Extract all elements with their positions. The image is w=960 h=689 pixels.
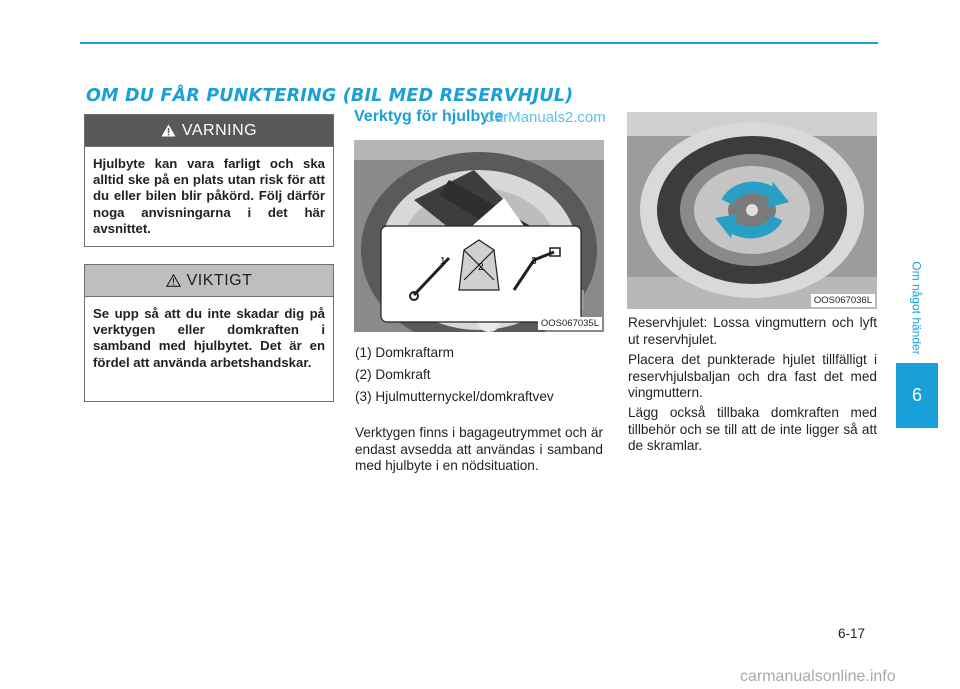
warning-triangle-icon [161,124,176,137]
tools-figure-code: OOS067035L [538,317,602,330]
tools-item-3: (3) Hjulmutternyckel/domkraftvev [355,389,554,404]
spare-figure [627,112,877,309]
top-rule [80,42,878,44]
tools-heading: Verktyg för hjulbyte [354,108,504,125]
trunk-tools-illustration [354,140,604,332]
notice-label: VIKTIGT [186,271,253,289]
spare-paragraph-3: Lägg också tillbaka domkraften med tillbehör och se till att de inte ligger så att de skramlar. [628,405,877,454]
notice-header [85,265,333,297]
watermark: CarManuals2.com [484,109,606,126]
callout-2: 2 [478,262,484,273]
tools-item-2: (2) Domkraft [355,367,431,382]
warning-label: VARNING [181,121,258,139]
caution-triangle-icon [166,274,181,287]
chapter-side-label [897,258,937,358]
notice-box [84,264,334,402]
spare-paragraph-2: Placera det punkterade hjulet tillfälligt i reservhjulsbaljan och dra fast det med vingmuttern. [628,352,877,401]
warning-box [84,114,334,247]
callout-3: 3 [531,256,537,267]
spare-paragraph-1: Reservhjulet: Lossa vingmuttern och lyft ut reservhjulet. [628,315,877,347]
spare-figure-code: OOS067036L [811,294,875,307]
chapter-side-label-text: Om något händer [910,261,924,355]
page-title: OM DU FÅR PUNKTERING (BIL MED RESERVHJUL) [86,86,574,106]
tools-figure [354,140,604,332]
warning-text: Hjulbyte kan vara farligt och ska alltid ske på en plats utan risk för att du eller bilen blir påkörd. Följ därför noga anvisningarna i det här avsnittet. [93,156,325,236]
spare-wheel-illustration [627,112,877,309]
tools-item-1: (1) Domkraftarm [355,345,454,360]
page-number: 6-17 [838,626,866,641]
tools-paragraph: Verktygen finns i bagageutrymmet och är endast avsedda att användas i samband med hjulbyte i en nödsituation. [355,425,603,474]
warning-header [85,115,333,147]
footer-watermark: carmanualsonline.info [740,668,896,685]
chapter-tab: 6 [896,363,938,428]
notice-text: Se upp så att du inte skadar dig på verktygen eller domkraften i samband med hjulbytet. Det är en fördel att använda arbetshandskar. [93,306,325,370]
callout-1: 1 [440,256,446,267]
